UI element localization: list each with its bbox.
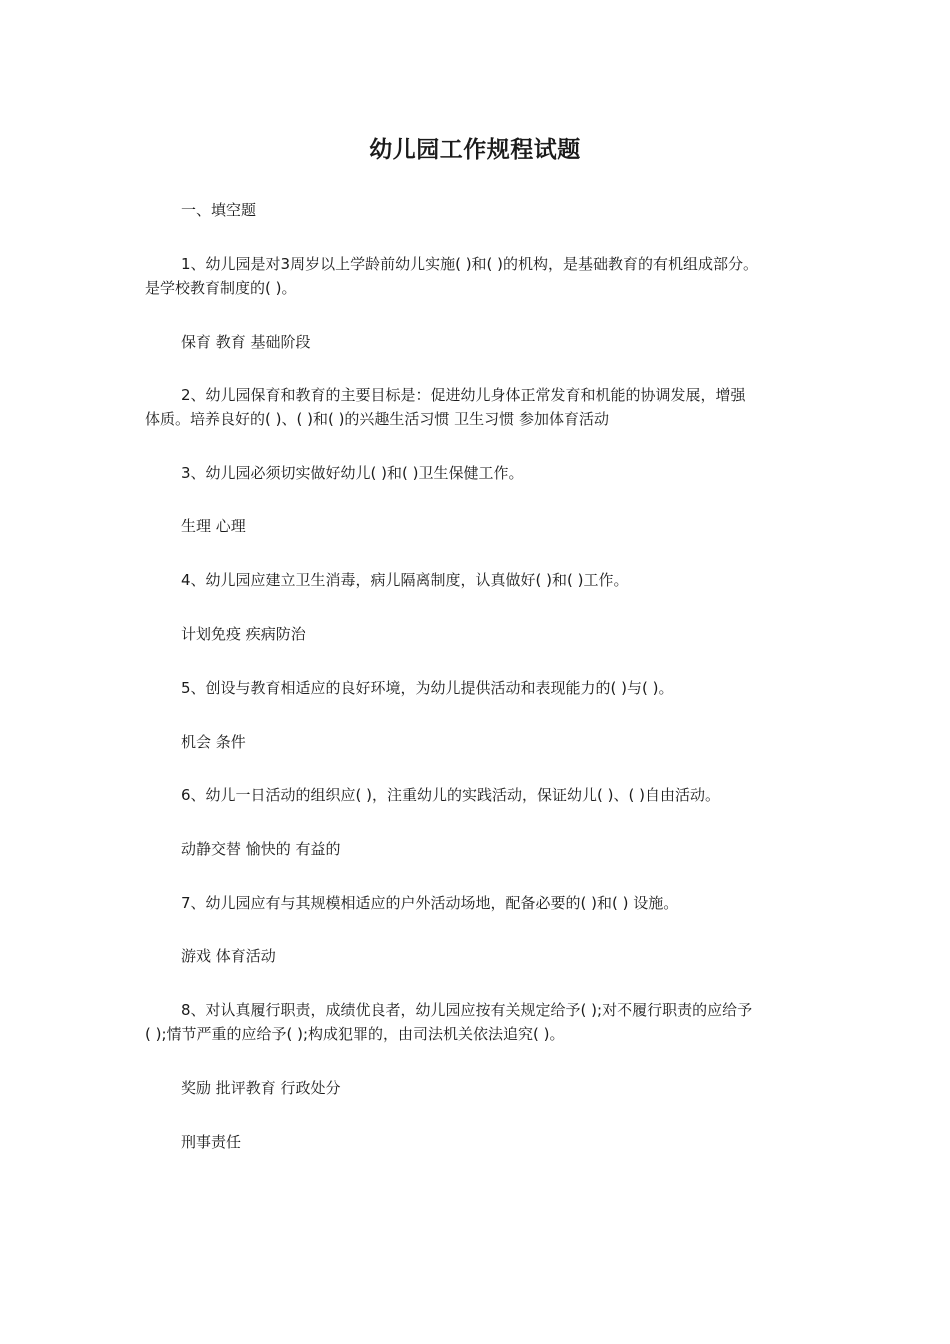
question-1-continued — [145, 276, 810, 300]
answer-8-extra: 刑事责任 — [181, 1133, 242, 1151]
question-8-line-1: 8、对认真履行职责，成绩优良者，幼儿园应按有关规定给予( );对不履行职责的应给予 — [181, 1001, 753, 1019]
section-heading: 一、填空题 — [181, 201, 257, 219]
question-1-line-1: 1、幼儿园是对3周岁以上学龄前幼儿实施( )和( )的机构，是基础教育的有机组成部分。 — [181, 255, 759, 273]
answer-3: 生理 心理 — [181, 517, 246, 535]
answer-8: 奖励 批评教育 行政处分 — [181, 1079, 341, 1097]
question-8-continued — [145, 1022, 810, 1046]
answer-5: 机会 条件 — [181, 733, 246, 751]
answer-6: 动静交替 愉快的 有益的 — [181, 840, 341, 858]
question-3: 3、幼儿园必须切实做好幼儿( )和( )卫生保健工作。 — [181, 464, 524, 482]
question-8-line-2: ( );情节严重的应给予( );构成犯罪的，由司法机关依法追究( )。 — [145, 1025, 565, 1043]
question-6: 6、幼儿一日活动的组织应( )，注重幼儿的实践活动，保证幼儿( )、( )自由活动。 — [181, 786, 720, 804]
question-7: 7、幼儿园应有与其规模相适应的户外活动场地，配备必要的( )和( ) 设施。 — [181, 894, 679, 912]
document-title: 幼儿园工作规程试题 — [369, 137, 581, 163]
question-2-line-2: 体质。培养良好的( )、( )和( )的兴趣生活习惯 卫生习惯 参加体育活动 — [145, 410, 609, 428]
question-2-line-1: 2、幼儿园保育和教育的主要目标是：促进幼儿身体正常发育和机能的协调发展，增强 — [181, 386, 746, 404]
answer-1: 保育 教育 基础阶段 — [181, 333, 311, 351]
answer-4: 计划免疫 疾病防治 — [181, 625, 306, 643]
question-1-line-2: 是学校教育制度的( )。 — [145, 279, 297, 297]
answer-7: 游戏 体育活动 — [181, 947, 276, 965]
question-2-continued — [145, 407, 810, 431]
question-2 — [145, 383, 810, 407]
question-1 — [145, 252, 810, 276]
question-4: 4、幼儿园应建立卫生消毒，病儿隔离制度，认真做好( )和( )工作。 — [181, 571, 629, 589]
question-8 — [145, 998, 810, 1022]
question-5: 5、创设与教育相适应的良好环境，为幼儿提供活动和表现能力的( )与( )。 — [181, 679, 674, 697]
